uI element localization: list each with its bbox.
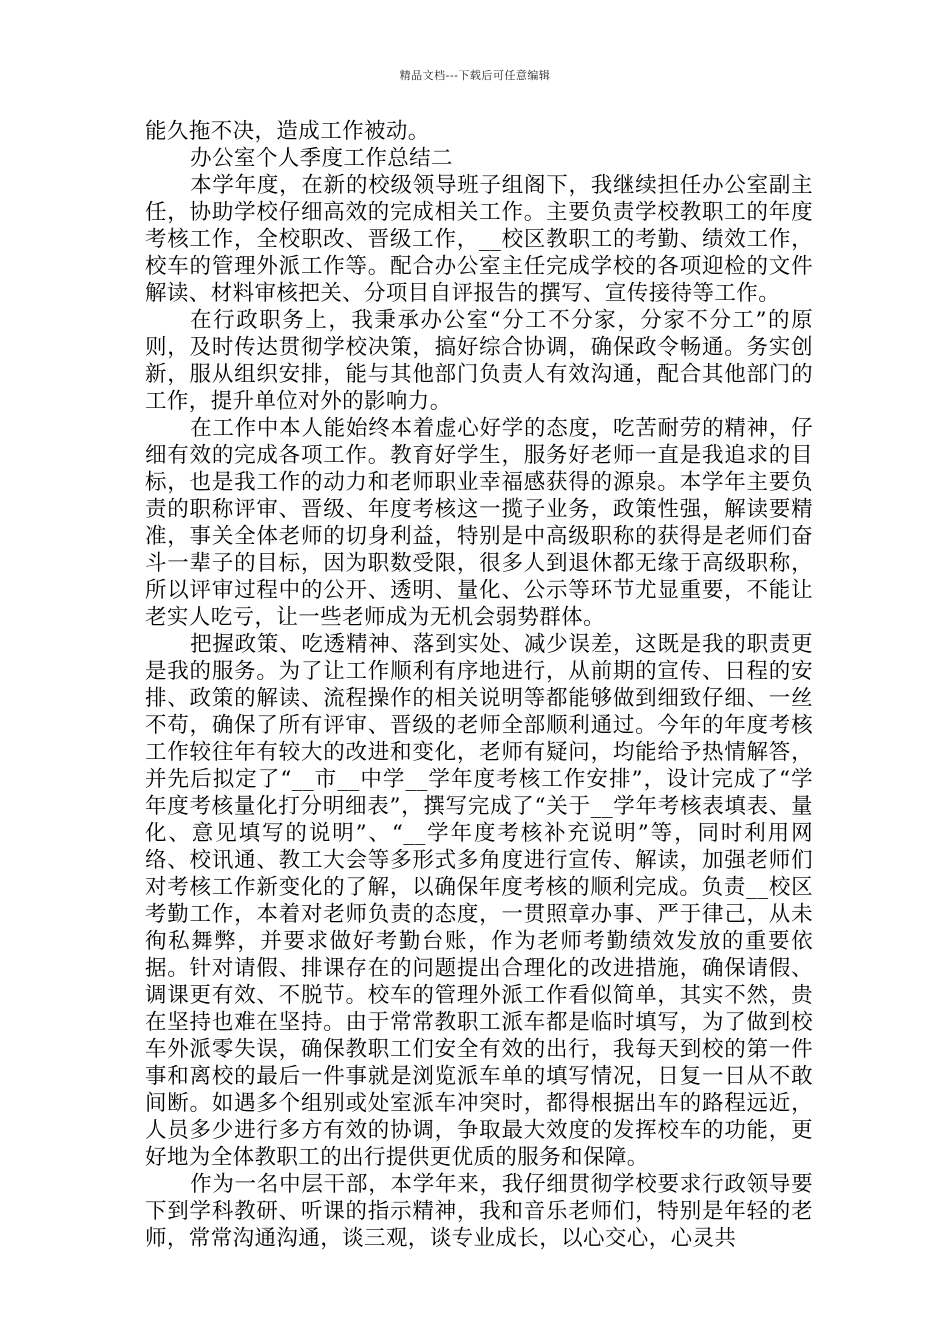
page-header: 精品文档---下载后可任意编辑 (399, 69, 551, 82)
section-title: 办公室个人季度工作总结二 (190, 146, 453, 171)
paragraph: 在工作中本人能始终本着虚心好学的态度，吃苦耐劳的精神，仔细有效的完成各项工作。教育好学生，服务好老师一直是我追求的目标，也是我工作的动力和老师职业幸福感获得的源泉。本学年主要负责的职称评审、晋级、年度考核这一揽子业务，政策性强，解读要精准，事关全体老师的切身利益，特别是中高级职称的获得是老师们奋斗一辈子的目标，因为职数受限，很多人到退休都无缘于高级职称，所以评审过程中的公开、透明、量化、公示等环节尤显重要，不能让老实人吃亏，让一些老师成为无机会弱势群体。 (145, 416, 813, 630)
paragraph: 在行政职务上，我秉承办公室“分工不分家，分家不分工”的原则，及时传达贯彻学校决策，搞好综合协调，确保政令畅通。务实创新，服从组织安排，能与其他部门负责人有效沟通，配合其他部门的工作，提升单位对外的影响力。 (145, 308, 813, 414)
document-body (145, 118, 813, 1252)
continuation-line: 能久拖不决，造成工作被动。 (145, 119, 430, 144)
paragraph: 作为一名中层干部，本学年来，我仔细贯彻学校要求行政领导要下到学科教研、听课的指示精神，我和音乐老师们，特别是年轻的老师，常常沟通沟通，谈三观，谈专业成长，以心交心，心灵共 (145, 1172, 813, 1251)
paragraph: 把握政策、吃透精神、落到实处、减少误差，这既是我的职责更是我的服务。为了让工作顺利有序地进行，从前期的宣传、日程的安排、政策的解读、流程操作的相关说明等都能够做到细致仔细、一丝不苟，确保了所有评审、晋级的老师全部顺利通过。今年的年度考核工作较往年有较大的改进和变化，老师有疑问，均能给予热情解答，并先后拟定了“__市__中学__学年度考核工作安排”，设计完成了“学年度考核量化打分明细表”，撰写完成了“关于__学年考核表填表、量化、意见填写的说明”、“__学年度考核补充说明”等，同时利用网络、校讯通、教工大会等多形式多角度进行宣传、解读，加强老师们对考核工作新变化的了解，以确保年度考核的顺利完成。负责__校区考勤工作，本着对老师负责的态度，一贯照章办事、严于律己，从未徇私舞弊，并要求做好考勤台账，作为老师考勤绩效发放的重要依据。针对请假、排课存在的问题提出合理化的改进措施，确保请假、调课更有效、不脱节。校车的管理外派工作看似简单，其实不然，贵在坚持也难在坚持。由于常常教职工派车都是临时填写，为了做到校车外派零失误，确保教职工们安全有效的出行，我每天到校的第一件事和离校的最后一件事就是浏览派车单的填写情况，日复一日从不敢间断。如遇多个组别或处室派车冲突时，都得根据出车的路程远近，人员多少进行多方有效的协调，争取最大效度的发挥校车的功能，更好地为全体教职工的出行提供更优质的服务和保障。 (145, 632, 813, 1170)
paragraph: 本学年度，在新的校级领导班子组阁下，我继续担任办公室副主任，协助学校仔细高效的完成相关工作。主要负责学校教职工的年度考核工作，全校职改、晋级工作，__校区教职工的考勤、绩效工作，校车的管理外派工作等。配合办公室主任完成学校的各项迎检的文件解读、材料审核把关、分项目自评报告的撰写、宣传接待等工作。 (145, 173, 813, 306)
